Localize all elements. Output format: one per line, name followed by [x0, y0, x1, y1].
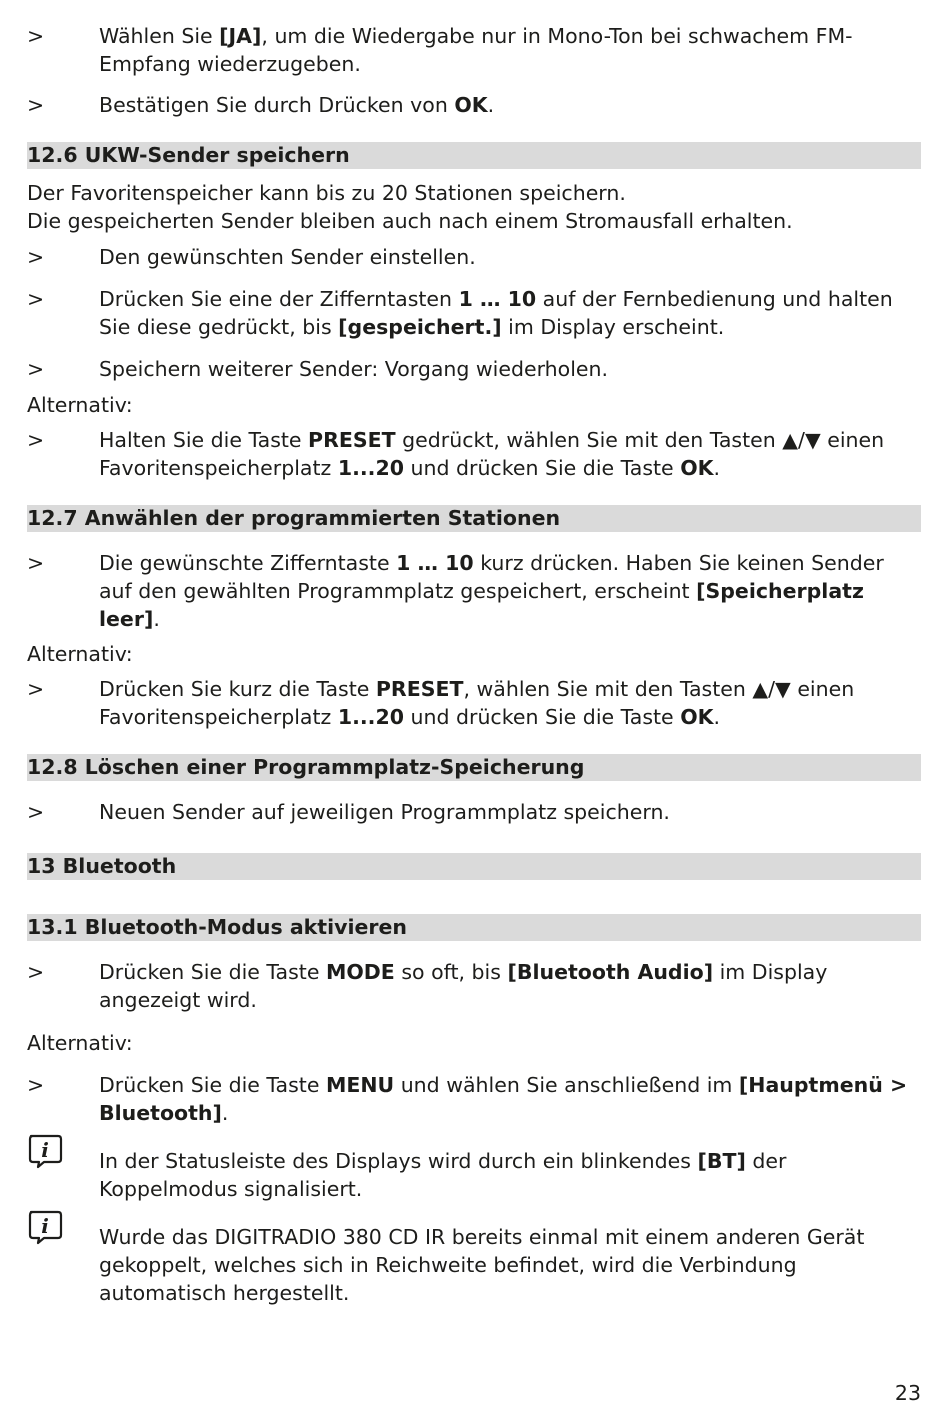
paragraph: Alternativ: — [27, 393, 133, 417]
bullet-text: Bestätigen Sie durch Drücken von OK. — [99, 93, 495, 117]
bullet-item — [27, 958, 921, 1014]
bullet-item — [27, 1071, 921, 1127]
section-heading: 12.7 Anwählen der programmierten Stationen — [27, 505, 921, 532]
info-icon — [27, 1214, 99, 1307]
bullet-text: Den gewünschten Sender einstellen. — [99, 245, 476, 269]
svg-text:i: i — [41, 1138, 49, 1162]
bullet-text: Die gewünschte Zifferntaste 1 … 10 kurz drücken. Haben Sie keinen Sender auf den gewählten Programmplatz gespeichert, erscheint [Speicherplatz leer]. — [99, 551, 884, 631]
bullet-marker: > — [27, 1073, 45, 1097]
section-heading: 12.8 Löschen einer Programmplatz-Speicherung — [27, 754, 921, 781]
info-note — [27, 1138, 921, 1203]
paragraph: Der Favoritenspeicher kann bis zu 20 Stationen speichern. Die gespeicherten Sender bleiben auch nach einem Stromausfall erhalten. — [27, 181, 793, 233]
bullet-item — [27, 426, 921, 482]
bullet-text: Wählen Sie [JA], um die Wiedergabe nur in Mono-Ton bei schwachem FM-Empfang wiederzugeben. — [99, 24, 853, 76]
bullet-item — [27, 549, 921, 633]
bullet-text: Drücken Sie die Taste MODE so oft, bis [Bluetooth Audio] im Display angezeigt wird. — [99, 960, 828, 1012]
info-icon — [27, 1138, 99, 1203]
paragraph: Alternativ: — [27, 642, 133, 666]
bullet-item — [27, 798, 921, 826]
bullet-item — [27, 22, 921, 78]
bullet-text: Drücken Sie eine der Zifferntasten 1 … 10 auf der Fernbedienung und halten Sie diese gedrückt, bis [gespeichert.] im Display erscheint. — [99, 287, 893, 339]
bullet-item — [27, 285, 921, 341]
bullet-marker: > — [27, 800, 45, 824]
paragraph: Alternativ: — [27, 1031, 133, 1055]
info-text: In der Statusleiste des Displays wird durch ein blinkendes [BT] der Koppelmodus signalisiert. — [99, 1149, 787, 1201]
section-heading: 13 Bluetooth — [27, 853, 921, 880]
bullet-item — [27, 243, 921, 271]
bullet-marker: > — [27, 93, 45, 117]
info-note — [27, 1214, 921, 1307]
bullet-marker: > — [27, 960, 45, 984]
section-heading: 13.1 Bluetooth-Modus aktivieren — [27, 914, 921, 941]
svg-text:i: i — [41, 1214, 49, 1238]
bullet-item — [27, 675, 921, 731]
bullet-marker: > — [27, 24, 45, 48]
bullet-item — [27, 355, 921, 383]
bullet-text: Neuen Sender auf jeweiligen Programmplatz speichern. — [99, 800, 670, 824]
page-number: 23 — [894, 1381, 921, 1405]
bullet-text: Drücken Sie kurz die Taste PRESET, wählen Sie mit den Tasten ▲/▼ einen Favoritenspeicherplatz 1...20 und drücken Sie die Taste OK. — [99, 677, 855, 729]
bullet-text: Speichern weiterer Sender: Vorgang wiederholen. — [99, 357, 609, 381]
bullet-text: Drücken Sie die Taste MENU und wählen Sie anschließend im [Hauptmenü > Bluetooth]. — [99, 1073, 908, 1125]
bullet-marker: > — [27, 287, 45, 311]
info-text: Wurde das DIGITRADIO 380 CD IR bereits einmal mit einem anderen Gerät gekoppelt, welches sich in Reichweite befindet, wird die Verbindung automatisch hergestellt. — [99, 1225, 865, 1305]
bullet-marker: > — [27, 245, 45, 269]
bullet-text: Halten Sie die Taste PRESET gedrückt, wählen Sie mit den Tasten ▲/▼ einen Favoritenspeicherplatz 1...20 und drücken Sie die Taste OK. — [99, 428, 885, 480]
section-heading: 12.6 UKW-Sender speichern — [27, 142, 921, 169]
bullet-item — [27, 91, 921, 119]
bullet-marker: > — [27, 551, 45, 575]
bullet-marker: > — [27, 357, 45, 381]
bullet-marker: > — [27, 428, 45, 452]
bullet-marker: > — [27, 677, 45, 701]
